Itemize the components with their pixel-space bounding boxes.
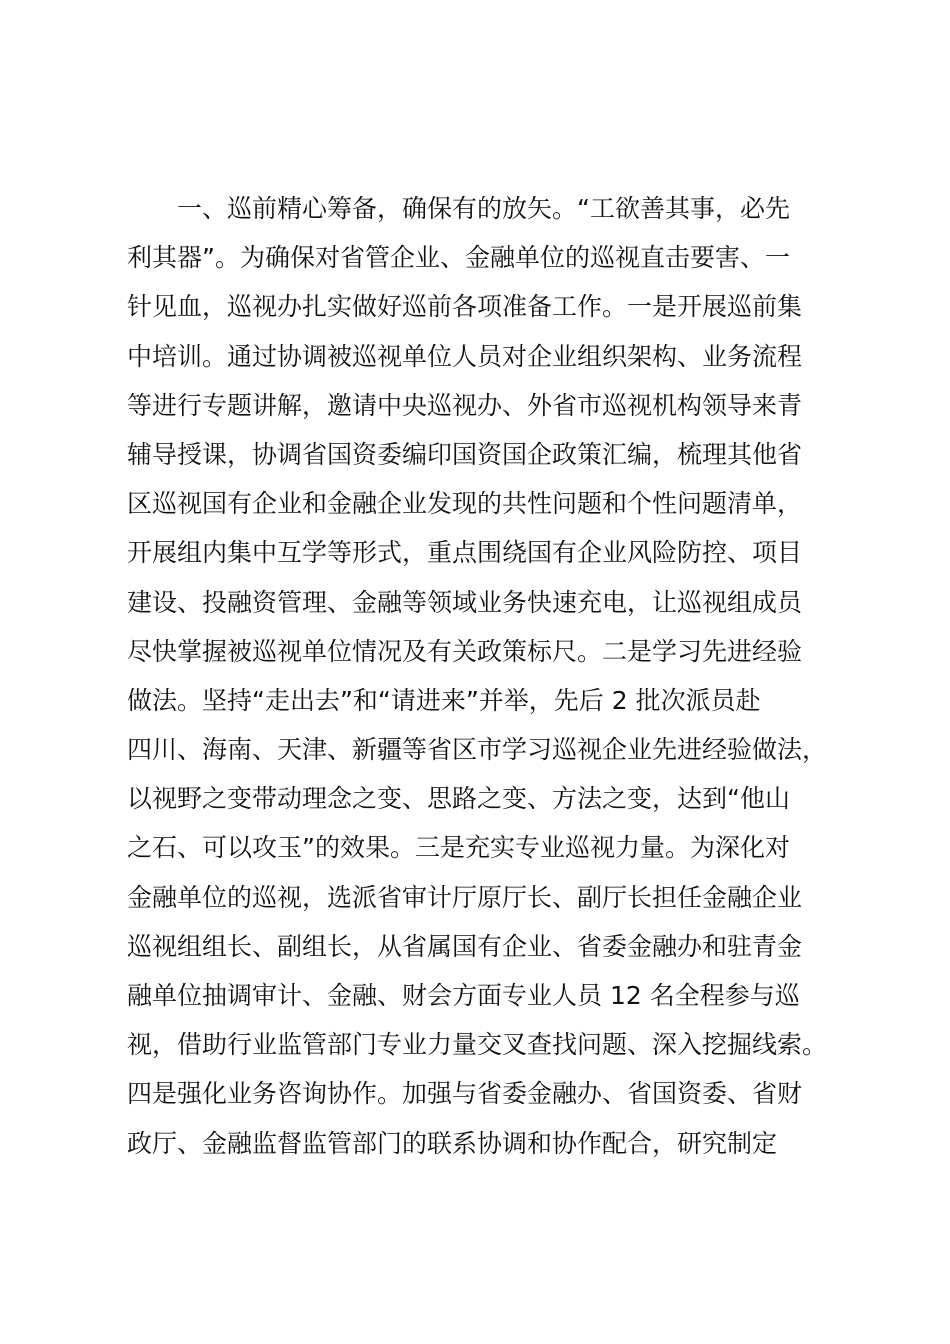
paragraph-line-12: 四川、海南、天津、新疆等省区市学习巡视企业先进经验做法， (127, 735, 828, 765)
paragraph-line-14: 之石、可以攻玉”的效果。三是充实专业巡视力量。为深化对 (127, 833, 790, 863)
paragraph-line-10: 尽快掌握被巡视单位情况及有关政策标尺。二是学习先进经验 (127, 636, 803, 666)
paragraph-line-17: 融单位抽调审计、金融、财会方面专业人员 12 名全程参与巡 (127, 981, 800, 1010)
paragraph-line-7: 区巡视国有企业和金融企业发现的共性问题和个性问题清单， (127, 489, 803, 519)
paragraph-line-2: 利其器”。为确保对省管企业、金融单位的巡视直击要害、一 (127, 243, 790, 273)
paragraph-line-13: 以视野之变带动理念之变、思路之变、方法之变，达到“他山 (127, 784, 790, 814)
paragraph-line-3: 针见血，巡视办扎实做好巡前各项准备工作。一是开展巡前集 (127, 292, 803, 322)
paragraph-line-4: 中培训。通过协调被巡视单位人员对企业组织架构、业务流程 (127, 341, 803, 371)
paragraph-line-15: 金融单位的巡视，选派省审计厅原厅长、副厅长担任金融企业 (127, 882, 803, 912)
paragraph-line-16: 巡视组组长、副组长，从省属国有企业、省委金融办和驻青金 (127, 931, 803, 961)
paragraph-line-8: 开展组内集中互学等形式，重点围绕国有企业风险防控、项目 (127, 538, 803, 568)
paragraph-line-19: 四是强化业务咨询协作。加强与省委金融办、省国资委、省财 (127, 1079, 803, 1109)
paragraph-line-6: 辅导授课，协调省国资委编印国资国企政策汇编，梳理其他省 (127, 439, 803, 469)
body-paragraph (127, 184, 847, 1168)
paragraph-line-11: 做法。坚持“走出去”和“请进来”并举，先后 2 批次派员赴 (127, 685, 761, 715)
paragraph-line-5: 等进行专题讲解，邀请中央巡视办、外省市巡视机构领导来青 (127, 390, 803, 420)
paragraph-line-9: 建设、投融资管理、金融等领域业务快速充电，让巡视组成员 (127, 587, 803, 617)
paragraph-line-18: 视，借助行业监管部门专业力量交叉查找问题、深入挖掘线索。 (127, 1030, 828, 1060)
paragraph-line-1: 一、巡前精心筹备，确保有的放矢。“工欲善其事，必先 (177, 194, 790, 223)
paragraph-line-20: 政厅、金融监督监管部门的联系协调和协作配合，研究制定 (127, 1128, 778, 1158)
